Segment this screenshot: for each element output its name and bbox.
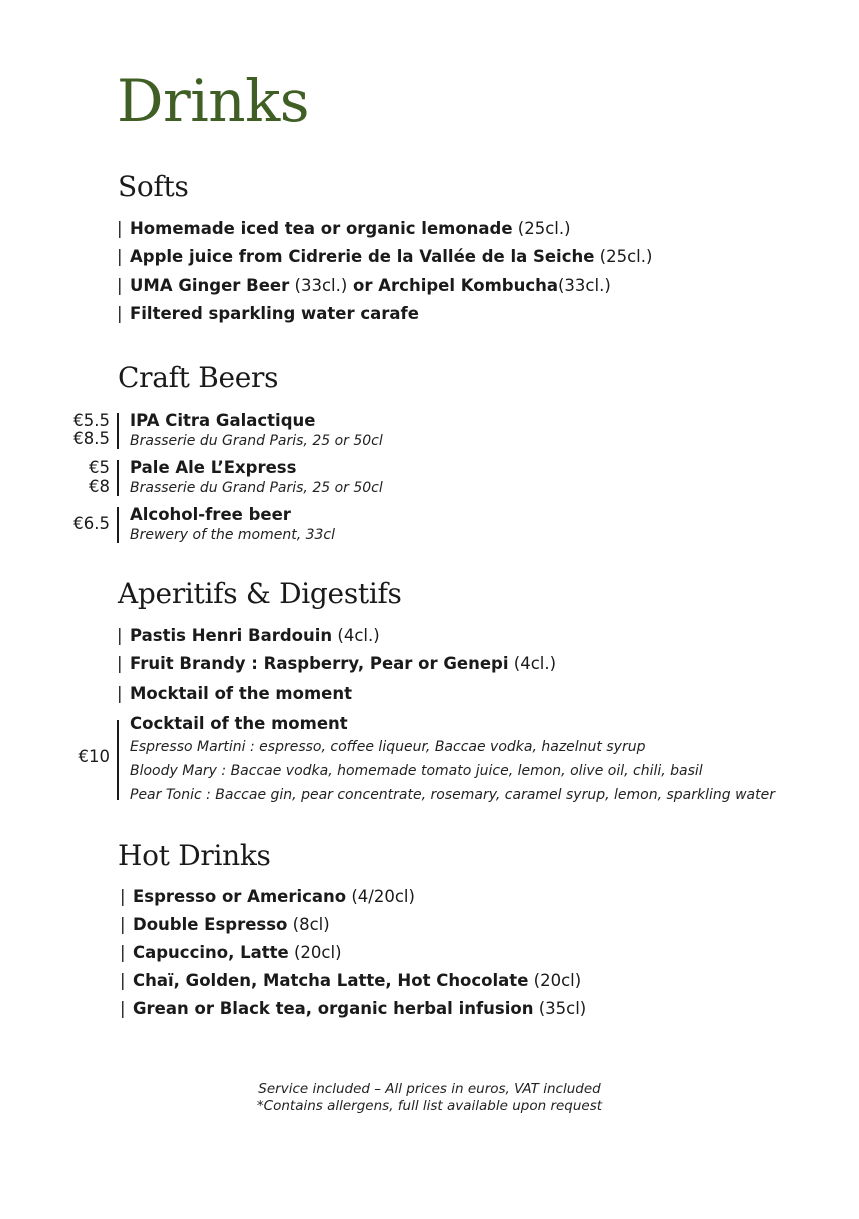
item-description: Brasserie du Grand Paris, 25 or 50cl xyxy=(130,433,383,449)
section-title-craft-beers: Craft Beers xyxy=(118,361,279,394)
item-name: Grean or Black tea, organic herbal infusion (35cl) xyxy=(133,999,587,1018)
page-title: Drinks xyxy=(117,67,310,135)
item-description: Brasserie du Grand Paris, 25 or 50cl xyxy=(130,480,383,496)
item-name: Espresso or Americano (4/20cl) xyxy=(133,887,415,906)
separator-line xyxy=(117,460,119,496)
item-price: €8.5 xyxy=(73,429,110,448)
separator: | xyxy=(120,915,126,934)
item-price: €8 xyxy=(89,477,110,496)
footer-service-line: Service included – All prices in euros, VAT included xyxy=(258,1081,601,1097)
item-name: Pastis Henri Bardouin (4cl.) xyxy=(130,626,380,645)
item-price: €5 xyxy=(89,458,110,477)
item-name: Capuccino, Latte (20cl) xyxy=(133,943,342,962)
separator: | xyxy=(117,654,123,673)
item-name: Cocktail of the moment xyxy=(130,714,348,733)
separator: | xyxy=(120,971,126,990)
separator: | xyxy=(120,887,126,906)
item-name: Alcohol-free beer xyxy=(130,505,291,524)
section-title-softs: Softs xyxy=(118,170,189,203)
section-title-hot-drinks: Hot Drinks xyxy=(118,839,271,872)
item-name: Apple juice from Cidrerie de la Vallée de la Seiche (25cl.) xyxy=(130,247,653,266)
separator: | xyxy=(117,626,123,645)
separator-line xyxy=(117,507,119,543)
item-description: Pear Tonic : Baccae gin, pear concentrate, rosemary, caramel syrup, lemon, sparkling water xyxy=(130,787,775,803)
item-price: €10 xyxy=(78,747,110,766)
separator: | xyxy=(117,247,123,266)
separator: | xyxy=(117,304,123,323)
item-name: Mocktail of the moment xyxy=(130,684,352,703)
separator: | xyxy=(117,219,123,238)
item-name: Pale Ale L’Express xyxy=(130,458,297,477)
item-name: IPA Citra Galactique xyxy=(130,411,316,430)
item-name: Chaï, Golden, Matcha Latte, Hot Chocolate (20cl) xyxy=(133,971,582,990)
item-name: UMA Ginger Beer (33cl.) or Archipel Kombucha(33cl.) xyxy=(130,276,611,295)
separator-line xyxy=(117,413,119,449)
item-description: Bloody Mary : Baccae vodka, homemade tomato juice, lemon, olive oil, chili, basil xyxy=(130,763,703,779)
item-name: Double Espresso (8cl) xyxy=(133,915,330,934)
item-price: €5.5 xyxy=(73,411,110,430)
item-name: Fruit Brandy : Raspberry, Pear or Genepi (4cl.) xyxy=(130,654,557,673)
footer-allergen-line: *Contains allergens, full list available upon request xyxy=(256,1098,603,1114)
separator: | xyxy=(120,999,126,1018)
item-description: Brewery of the moment, 33cl xyxy=(130,527,336,543)
separator: | xyxy=(120,943,126,962)
separator: | xyxy=(117,276,123,295)
footer-note xyxy=(0,1081,859,1115)
separator-line xyxy=(117,720,119,800)
item-name: Homemade iced tea or organic lemonade (25cl.) xyxy=(130,219,571,238)
item-name: Filtered sparkling water carafe xyxy=(130,304,419,323)
separator: | xyxy=(117,684,123,703)
item-price: €6.5 xyxy=(73,514,110,533)
section-title-aperitifs: Aperitifs & Digestifs xyxy=(118,577,402,610)
item-description: Espresso Martini : espresso, coffee liqueur, Baccae vodka, hazelnut syrup xyxy=(130,739,646,755)
